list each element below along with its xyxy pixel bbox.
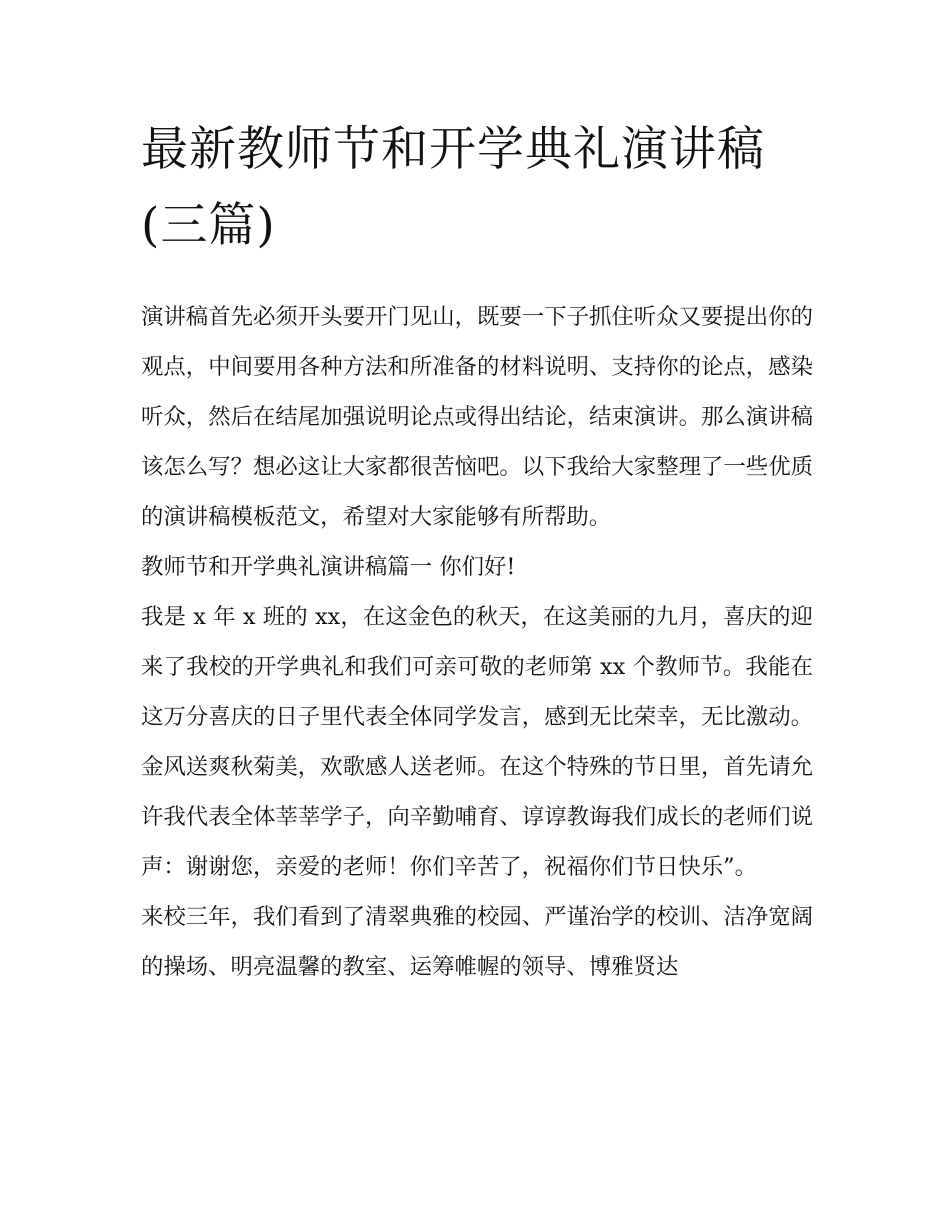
section-heading-paragraph: 教师节和开学典礼演讲稿篇一 你们好! — [141, 554, 516, 580]
speech-paragraph-continued: 来校三年，我们看到了清翠典雅的校园、严谨治学的校训、洁净宽阔的操场、明亮温馨的教室、运筹帷幄的领导、博雅贤达 — [141, 904, 813, 980]
document-body — [141, 112, 813, 992]
speech-paragraph: 我是 x 年 x 班的 xx，在这金色的秋天，在这美丽的九月，喜庆的迎来了我校的开学典礼和我们可亲可敬的老师第 xx 个教师节。我能在这万分喜庆的日子里代表全体同学发言，感到无比荣幸，无比激动。金风送爽秋菊美，欢歌感人送老师。在这个特殊的节日里，首先请允许我代表全体莘莘学子，向辛勤哺育、谆谆教诲我们成长的老师们说声：谢谢您，亲爱的老师！你们辛苦了，祝福你们节日快乐”。 — [141, 604, 813, 880]
intro-paragraph: 演讲稿首先必须开头要开门见山，既要一下子抓住听众又要提出你的观点，中间要用各种方法和所准备的材料说明、支持你的论点，感染听众，然后在结尾加强说明论点或得出结论，结束演讲。那么演讲稿该怎么写？想必这让大家都很苦恼吧。以下我给大家整理了一些优质的演讲稿模板范文，希望对大家能够有所帮助。 — [141, 304, 813, 530]
document-title: 最新教师节和开学典礼演讲稿(三篇) — [141, 122, 765, 253]
